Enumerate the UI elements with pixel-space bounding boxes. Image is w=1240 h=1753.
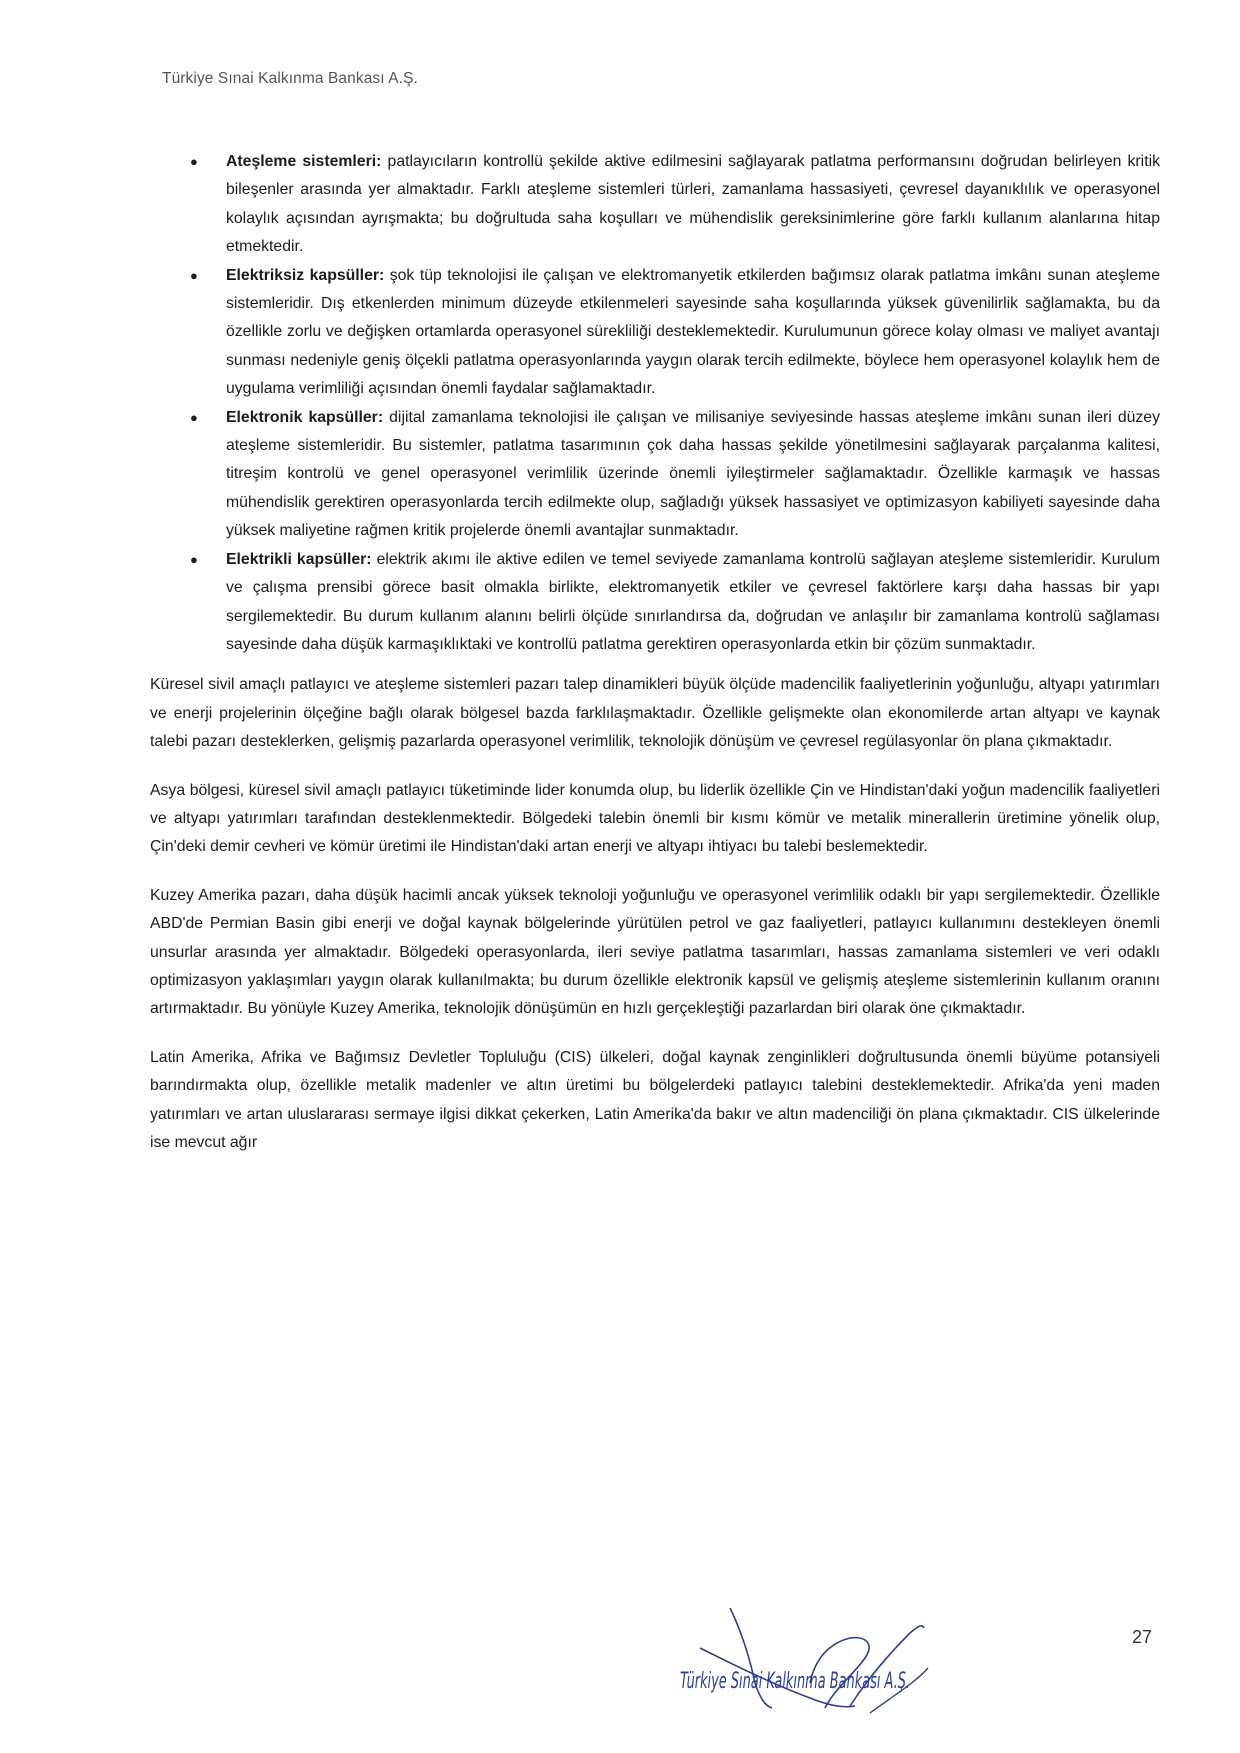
bank-stamp-signature (660, 1588, 990, 1728)
bullet-text: elektrik akımı ile aktive edilen ve temel seviyede zamanlama kontrolü sağlayan ateşleme sistemleridir. Kurulum ve çalışma prensibi görece basit olmakla birlikte, elektromanyetik etkiler ve çevresel faktörlere karşı daha hassas bir yapı sergilemektedir. Bu durum kullanım alanını belirli ölçüde sınırlandırsa da, doğrudan ve anlaşılır bir zamanlama kontrolü sağlaması sayesinde daha düşük karmaşıklıktaki ve kontrollü patlatma gerektiren operasyonlarda etkin bir çözüm sunmaktadır. (226, 550, 1160, 653)
bullet-term: Elektriksiz kapsüller: (226, 266, 385, 284)
bullet-text: şok tüp teknolojisi ile çalışan ve elektromanyetik etkilerden bağımsız olarak patlatma imkânı sunan ateşleme sistemleridir. Dış etkenlerden minimum düzeyde etkilenmeleri sayesinde saha koşullarında yüksek güvenilirlik sağlamakta, bu da özellikle zorlu ve değişken ortamlarda operasyonel sürekliliği desteklemektedir. Kurulumunun görece kolay olması ve maliyet avantajı sunması nedeniyle geniş ölçekli patlatma operasyonlarında yaygın olarak tercih edilmekte, böylece hem operasyonel kolaylık hem de uygulama verimliliği açısından önemli faydalar sağlamaktadır. (226, 266, 1160, 398)
list-item (190, 546, 1160, 660)
paragraph-north-america: Kuzey Amerika pazarı, daha düşük hacimli ancak yüksek teknoloji yoğunluğu ve operasyonel verimlilik odaklı bir yapı sergilemektedir. Özellikle ABD'de Permian Basin gibi enerji ve doğal kaynak bölgelerinde yürütülen petrol ve gaz faaliyetleri, patlayıcı kullanımını destekleyen önemli unsurlar arasında yer almaktadır. Bölgedeki operasyonlarda, ileri seviye patlatma tasarımları, hassas zamanlama sistemleri ve veri odaklı optimizasyon yaklaşımları yaygın olarak kullanılmakta; bu durum özellikle elektronik kapsül ve gelişmiş ateşleme sistemlerinin kullanım oranını artırmaktadır. Bu yönüyle Kuzey Amerika, teknolojik dönüşümün en hızlı gerçekleştiği pazarlardan biri olarak öne çıkmaktadır. (150, 886, 1160, 1018)
bullet-term: Elektrikli kapsüller: (226, 550, 372, 568)
paragraph-latam-africa-cis: Latin Amerika, Afrika ve Bağımsız Devletler Topluluğu (CIS) ülkeleri, doğal kaynak zenginlikleri doğrultusunda önemli büyüme potansiyeli barındırmakta olup, özellikle metalik madenler ve altın üretimi bu bölgelerdeki patlayıcı talebini desteklemektedir. Afrika'da yeni maden yatırımları ve artan uluslararası sermaye ilgisi dikkat çekerken, Latin Amerika'da bakır ve altın madenciliği ön plana çıkmaktadır. CIS ülkelerinde ise mevcut ağır (150, 1048, 1160, 1151)
bullet-icon: ● (190, 154, 198, 169)
list-item (190, 404, 1160, 546)
bullet-icon: ● (190, 409, 198, 425)
bullet-icon: ● (190, 551, 198, 567)
bullet-term: Elektronik kapsüller: (226, 408, 384, 426)
paragraph-asia: Asya bölgesi, küresel sivil amaçlı patlayıcı tüketiminde lider konumda olup, bu liderlik özellikle Çin ve Hindistan'daki yoğun madencilik faaliyetleri ve altyapı yatırımları tarafından desteklenmektedir. Bölgedeki talebin önemli bir kısmı kömür ve metalik minerallerin üretimine yönelik olup, Çin'deki demir cevheri ve kömür üretimi ile Hindistan'daki artan enerji ve altyapı ihtiyacı bu talebi beslemektedir. (150, 781, 1160, 856)
bullet-text: dijital zamanlama teknolojisi ile çalışan ve milisaniye seviyesinde hassas ateşleme imkânı sunan ileri düzey ateşleme sistemleridir. Bu sistemler, patlatma tasarımının çok daha hassas şekilde yönetilmesini sağlayarak parçalanma kalitesi, titreşim kontrolü ve genel operasyonel verimlilik üzerinde önemli iyileştirmeler sağlamaktadır. Özellikle karmaşık ve hassas mühendislik gerektiren operasyonlarda tercih edilmekte olup, sağladığı yüksek hassasiyet ve optimizasyon kabiliyeti sayesinde daha yüksek maliyetine rağmen kritik projelerde önemli avantajlar sunmaktadır. (226, 408, 1160, 540)
ignition-systems-list (150, 148, 1160, 659)
document-body (150, 148, 1160, 1177)
page-number: 27 (1132, 1627, 1153, 1647)
paragraph-global-market: Küresel sivil amaçlı patlayıcı ve ateşleme sistemleri pazarı talep dinamikleri büyük ölçüde madencilik faaliyetlerinin yoğunluğu, altyapı yatırımları ve enerji projelerinin ölçeğine bağlı olarak bölgesel bazda farklılaşmaktadır. Özellikle gelişmekte olan ekonomilerde artan altyapı ve kaynak talebi pazarı desteklerken, gelişmiş pazarlarda operasyonel verimlilik, teknolojik dönüşüm ve çevresel regülasyonlar ön plana çıkmaktadır. (150, 676, 1160, 751)
bullet-text: patlayıcıların kontrollü şekilde aktive edilmesini sağlayarak patlatma performansını doğrudan belirleyen kritik bileşenler arasında yer almaktadır. Farklı ateşleme sistemleri türleri, zamanlama hassasiyeti, çevresel dayanıklılık ve operasyonel kolaylık açısından ayrışmakta; bu doğrultuda saha koşulları ve mühendislik gereksinimlerine göre farklı kullanım alanlarına hitap etmektedir. (226, 153, 1160, 256)
page-header-company: Türkiye Sınai Kalkınma Bankası A.Ş. (162, 70, 418, 87)
list-item (190, 262, 1160, 404)
bullet-icon: ● (190, 267, 198, 283)
stamp-text: Türkiye Sınai Kalkınma Bankası A.Ş. (680, 1669, 910, 1694)
bullet-term: Ateşleme sistemleri: (226, 153, 382, 170)
list-item (190, 148, 1160, 262)
